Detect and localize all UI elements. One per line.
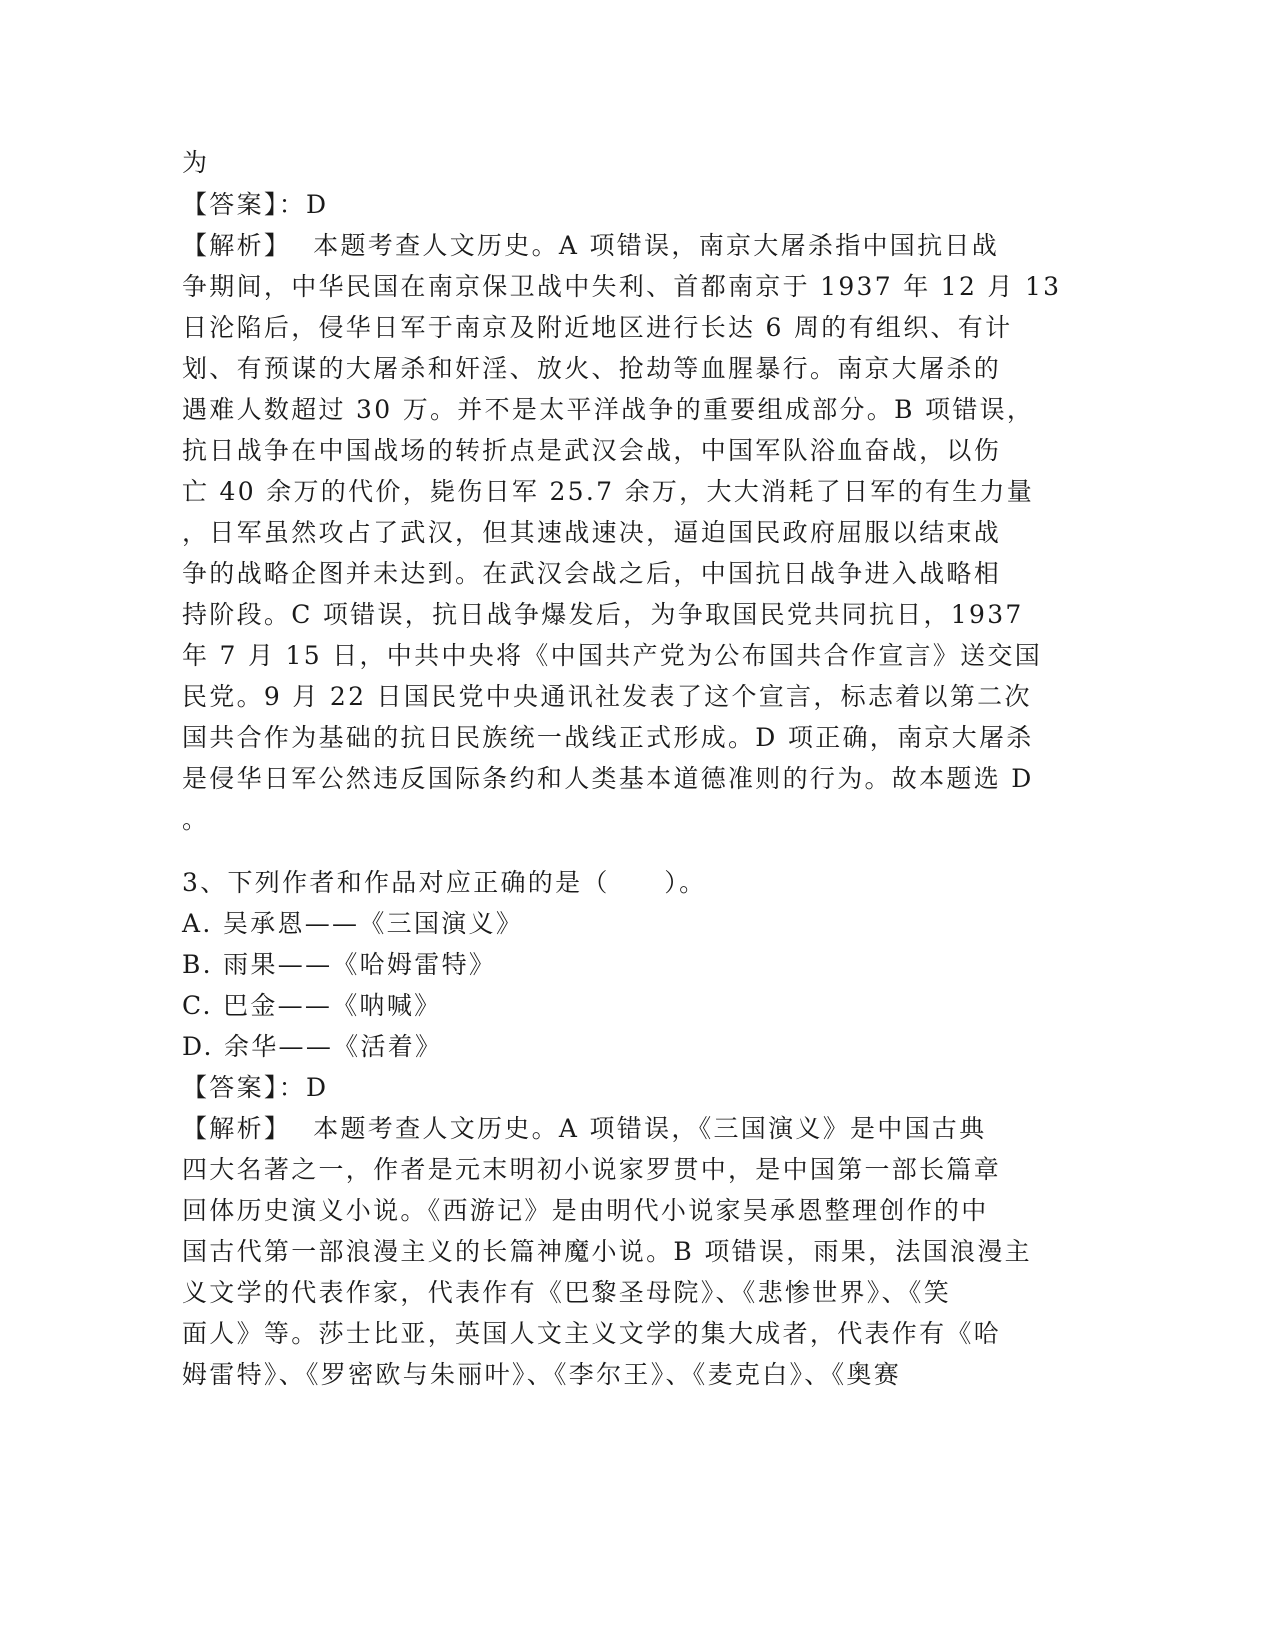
question-stem-tail: 为 bbox=[182, 148, 210, 177]
analysis-text: 年 7 月 15 日，中共中央将《中国共产党为公布国共合作宣言》送交国 bbox=[182, 641, 1043, 670]
analysis-text: 遇难人数超过 30 万。并不是太平洋战争的重要组成部分。B 项错误， bbox=[182, 395, 1035, 424]
answer-line bbox=[182, 1071, 1062, 1105]
option-c: C. 巴金——《呐喊》 bbox=[182, 991, 442, 1020]
analysis-first-line bbox=[182, 229, 1062, 263]
answer-value: D bbox=[306, 190, 329, 219]
analysis-text: 抗日战争在中国战场的转折点是武汉会战，中国军队浴血奋战，以伤 bbox=[182, 436, 1002, 465]
analysis-text: 国共合作为基础的抗日民族统一战线正式形成。D 项正确，南京大屠杀 bbox=[182, 723, 1034, 752]
answer-label: 【答案】： bbox=[182, 190, 307, 219]
analysis-text: 本题考查人文历史。A 项错误，南京大屠杀指中国抗日战 bbox=[313, 231, 1000, 260]
analysis-text: 回体历史演义小说。《西游记》是由明代小说家吴承恩整理创作的中 bbox=[182, 1196, 989, 1225]
option-b: B. 雨果——《哈姆雷特》 bbox=[182, 950, 497, 979]
analysis-text: 本题考查人文历史。A 项错误，《三国演义》是中国古典 bbox=[313, 1114, 987, 1143]
analysis-text: 争期间，中华民国在南京保卫战中失利、首都南京于 1937 年 12 月 13 bbox=[182, 272, 1062, 301]
analysis-label: 【解析】 bbox=[182, 1114, 292, 1143]
analysis-text: 姆雷特》、《罗密欧与朱丽叶》、《李尔王》、《麦克白》、《奥赛 bbox=[182, 1360, 902, 1389]
analysis-text: 争的战略企图并未达到。在武汉会战之后，中国抗日战争进入战略相 bbox=[182, 559, 1002, 588]
analysis-text: 是侵华日军公然违反国际条约和人类基本道德准则的行为。故本题选 D bbox=[182, 764, 1034, 793]
answer-value: D bbox=[306, 1073, 329, 1102]
analysis-text: 国古代第一部浪漫主义的长篇神魔小说。B 项错误，雨果，法国浪漫主 bbox=[182, 1237, 1032, 1266]
answer-line bbox=[182, 188, 1062, 222]
answer-label: 【答案】： bbox=[182, 1073, 307, 1102]
analysis-text: 。 bbox=[182, 805, 210, 834]
option-d: D. 余华——《活着》 bbox=[182, 1032, 443, 1061]
analysis-label: 【解析】 bbox=[182, 231, 292, 260]
analysis-first-line bbox=[182, 1112, 1062, 1146]
analysis-text: 日沦陷后，侵华日军于南京及附近地区进行长达 6 周的有组织、有计 bbox=[182, 313, 1013, 342]
analysis-text: 划、有预谋的大屠杀和奸淫、放火、抢劫等血腥暴行。南京大屠杀的 bbox=[182, 354, 1002, 383]
analysis-text: 亡 40 余万的代价，毙伤日军 25.7 余万，大大消耗了日军的有生力量 bbox=[182, 477, 1035, 506]
analysis-text: 面人》等。莎士比亚，英国人文主义文学的集大成者，代表作有《哈 bbox=[182, 1319, 1002, 1348]
analysis-text: 义文学的代表作家，代表作有《巴黎圣母院》、《悲惨世界》、《笑 bbox=[182, 1278, 952, 1307]
question-stem: 3、下列作者和作品对应正确的是（ ）。 bbox=[182, 868, 707, 897]
option-a: A. 吴承恩——《三国演义》 bbox=[182, 909, 524, 938]
analysis-text: 持阶段。C 项错误，抗日战争爆发后，为争取国民党共同抗日，1937 bbox=[182, 600, 1024, 629]
analysis-text: 四大名著之一，作者是元末明初小说家罗贯中，是中国第一部长篇章 bbox=[182, 1155, 1002, 1184]
analysis-text: 民党。9 月 22 日国民党中央通讯社发表了这个宣言，标志着以第二次 bbox=[182, 682, 1032, 711]
analysis-text: ，日军虽然攻占了武汉，但其速战速决，逼迫国民政府屈服以结束战 bbox=[182, 518, 1002, 547]
